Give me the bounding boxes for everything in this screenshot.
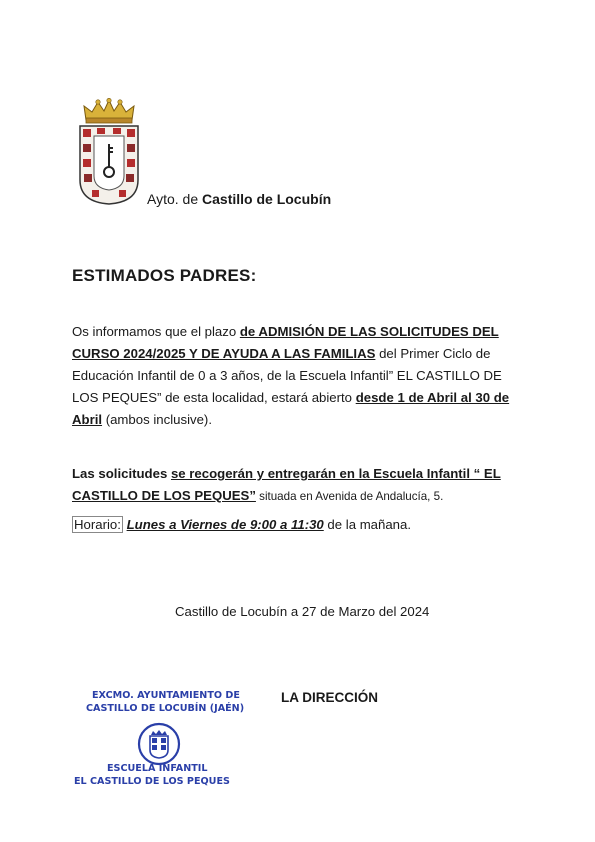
admission-period-highlight: de ADMISIÓN DE LAS SOLICITUDES DEL CURSO 2024/2025 Y DE AYUDA A LAS FAMILIAS bbox=[72, 324, 499, 361]
para1-text-3: del Primer Ciclo de Educación Infantil de 0 a 3 años, de la Escuela Infantil” EL CASTILLO DE LOS PEQUES” de esta localidad, estará abierto bbox=[72, 346, 502, 405]
para1-text-1: Os informamos que el plazo bbox=[72, 324, 240, 339]
hours-suffix: de la mañana. bbox=[323, 517, 412, 532]
date-range-highlight: desde 1 de Abril al 30 de Abril bbox=[72, 390, 510, 427]
official-stamp bbox=[74, 690, 260, 790]
location-paragraph bbox=[72, 463, 522, 508]
coat-of-arms-logo bbox=[78, 98, 140, 206]
para2-address: situada en Avenida de Andalucía, 5. bbox=[255, 490, 444, 503]
organization-name bbox=[147, 191, 331, 207]
org-name: Castillo de Locubín bbox=[202, 191, 332, 207]
para1-text-5: (ambos inclusive). bbox=[102, 412, 212, 427]
greeting: ESTIMADOS PADRES: bbox=[72, 266, 257, 285]
signature: LA DIRECCIÓN bbox=[281, 690, 378, 705]
stamp-line-1: EXCMO. AYUNTAMIENTO DE bbox=[92, 690, 240, 701]
hours-label: Horario: bbox=[74, 517, 121, 532]
date-line: Castillo de Locubín a 27 de Marzo del 2024 bbox=[175, 604, 430, 619]
org-prefix: Ayto. de bbox=[147, 191, 203, 207]
stamp-line-4: EL CASTILLO DE LOS PEQUES bbox=[74, 776, 230, 787]
stamp-line-2: CASTILLO DE LOCUBÍN (JAÉN) bbox=[86, 703, 245, 714]
hours-line bbox=[72, 514, 522, 536]
hours-value: Lunes a Viernes de 9:00 a 11:30 bbox=[126, 517, 324, 532]
location-highlight: se recogerán y entregarán en la Escuela Infantil “ EL CASTILLO DE LOS PEQUES” bbox=[72, 466, 501, 503]
para2-text-1: Las solicitudes bbox=[72, 466, 171, 481]
admission-paragraph bbox=[72, 321, 512, 431]
stamp-crest-icon bbox=[137, 722, 181, 766]
stamp-line-3: ESCUELA INFANTIL bbox=[107, 763, 208, 774]
